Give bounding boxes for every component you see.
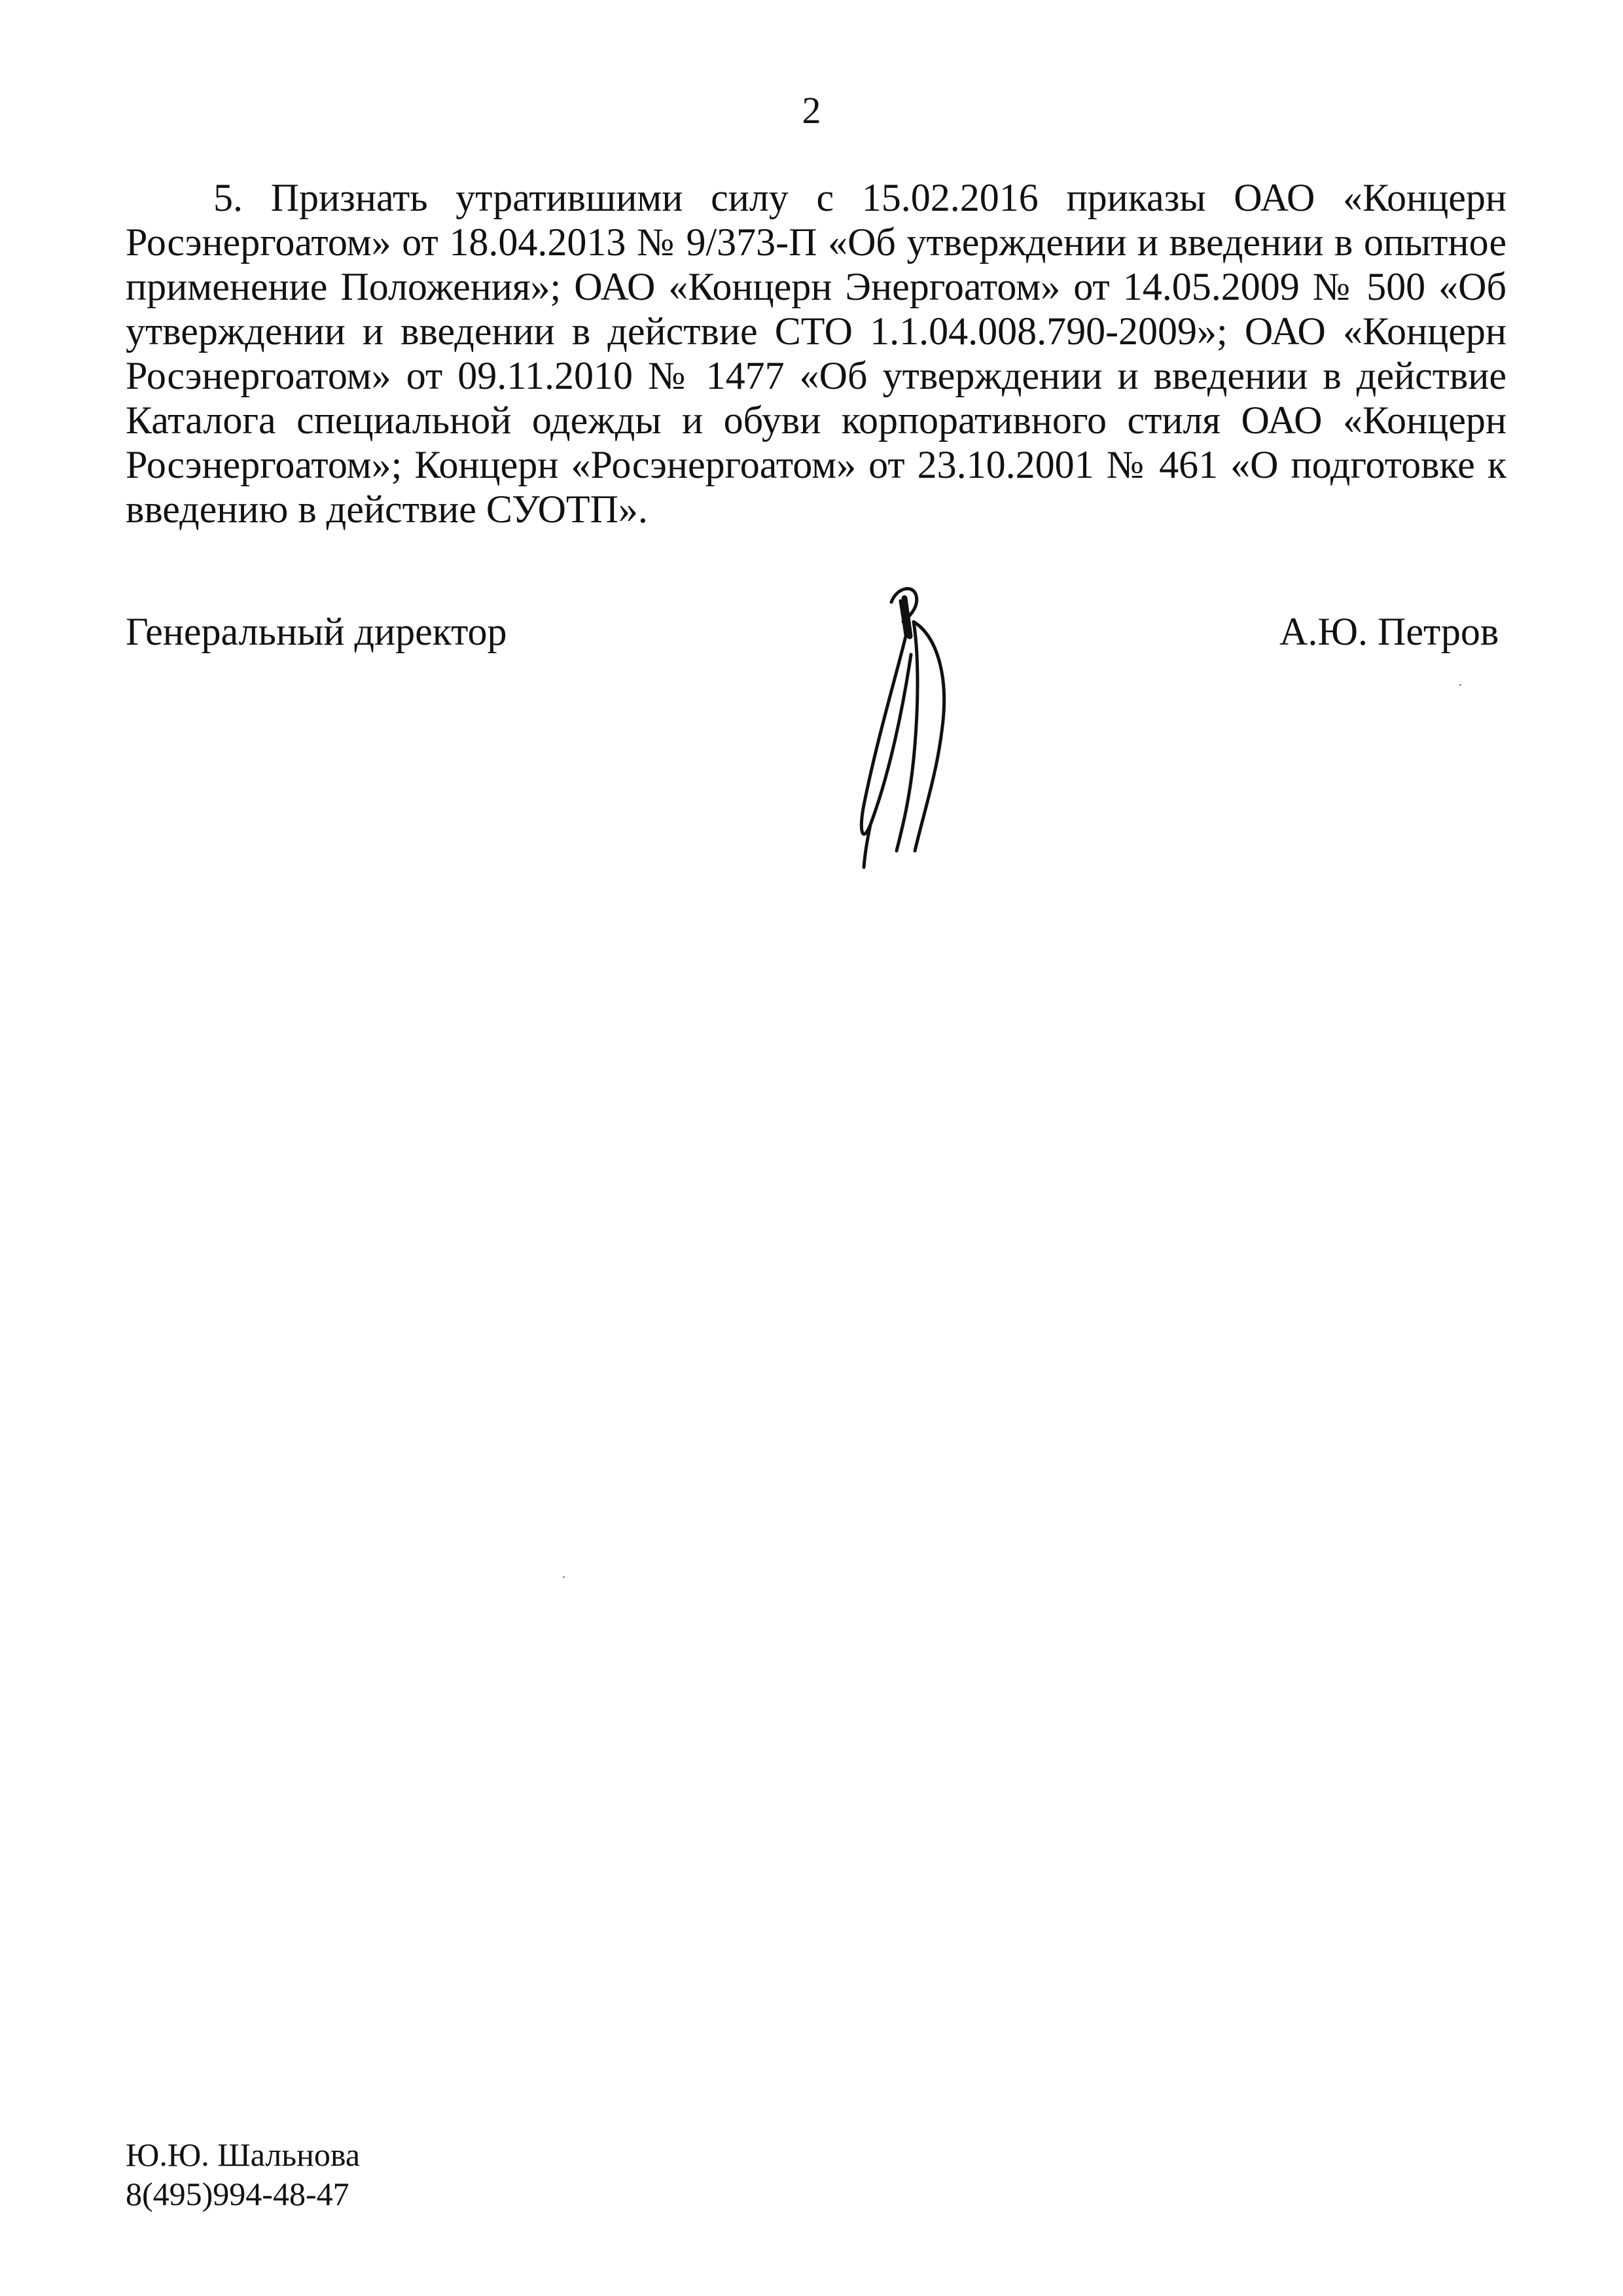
page-number: 2 [802,89,821,132]
executor-block [126,2135,360,2214]
handwritten-signature [851,576,1047,877]
executor-name: Ю.Ю. Шальнова [126,2136,361,2173]
signatory-name: А.Ю. Петров [1279,610,1499,653]
scan-speck [563,1576,565,1578]
signatory-position: Генеральный директор [126,610,507,653]
executor-phone: 8(495)994-48-47 [126,2176,349,2212]
clause-paragraph: 5. Признать утратившими силу с 15.02.2016 приказы ОАО «Концерн Росэнергоатом» от 18.04.2013 № 9/373-П «Об утверждении и введении в опытное применение Положения»; ОАО «Концерн Энергоатом» от 14.05.2009 № 500 «Об утверждении и введении в действие СТО 1.1.04.008.790-2009»; ОАО «Концерн Росэнергоатом» от 09.11.2010 № 1477 «Об утверждении и введении в действие Каталога специальной одежды и обуви корпоративного стиля ОАО «Концерн Росэнергоатом»; Концерн «Росэнергоатом» от 23.10.2001 № 461 «О подготовке к введению в действие СУОТП». [126,176,1507,531]
scan-speck [1459,684,1461,686]
